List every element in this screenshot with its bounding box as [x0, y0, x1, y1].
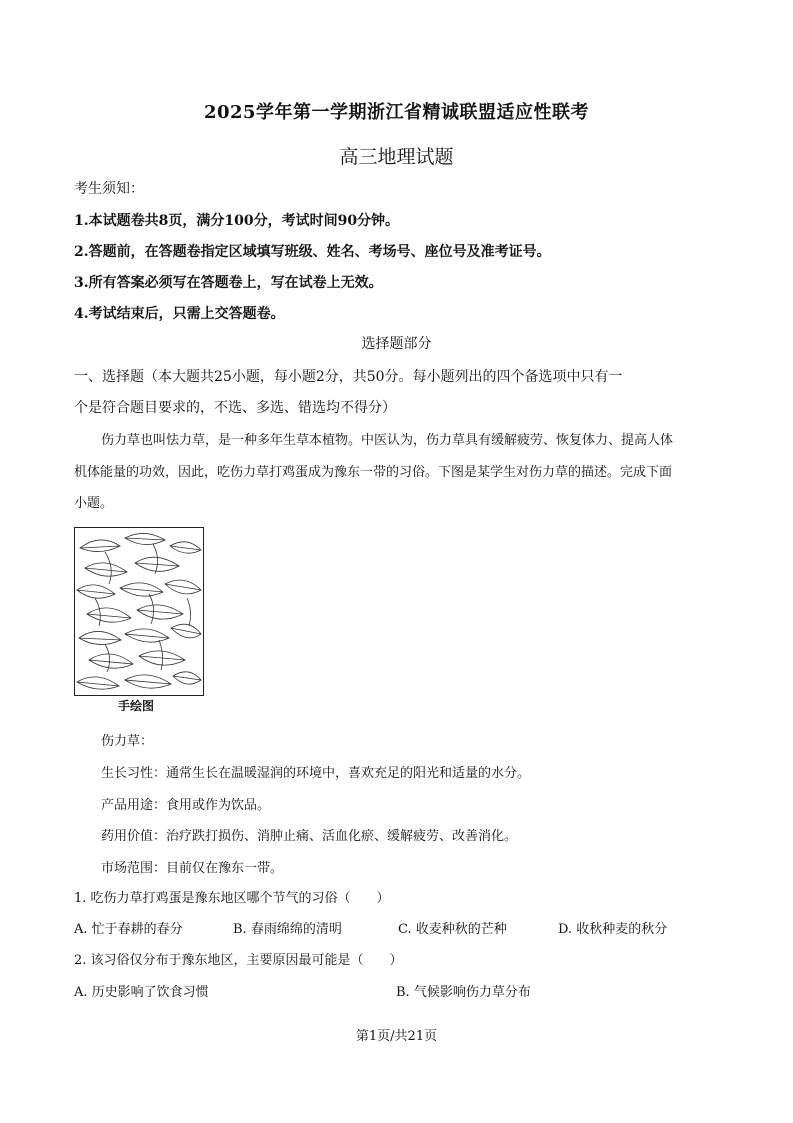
notice-item: 3.所有答案必须写在答题卷上，写在试卷上无效。: [74, 275, 383, 291]
plant-name: 伤力草：: [101, 734, 154, 749]
page-footer: 第1页/共21页: [355, 1029, 438, 1044]
section-instruction: 一、选择题（本大题共25小题，每小题2分，共50分。每小题列出的四个备选项中只有一: [74, 369, 623, 385]
notice-item: 1.本试题卷共8页，满分100分，考试时间90分钟。: [74, 213, 400, 229]
question-option: A. 忙于春耕的春分: [74, 922, 183, 937]
question-option: A. 历史影响了饮食习惯: [74, 985, 209, 1000]
leaf-sketch-illustration: [75, 528, 203, 695]
plant-habit: 生长习性：通常生长在温暖湿润的环境中，喜欢充足的阳光和适量的水分。: [101, 766, 531, 781]
question-stem: 1. 吃伤力草打鸡蛋是豫东地区哪个节气的习俗（ ）: [74, 891, 390, 906]
exam-title: 2025学年第一学期浙江省精诚联盟适应性联考: [203, 102, 590, 123]
notice-item: 2.答题前，在答题卷指定区域填写班级、姓名、考场号、座位号及准考证号。: [74, 244, 551, 260]
figure-caption: 手绘图: [118, 699, 155, 713]
section-instruction: 个是符合题目要求的，不选、多选、错选均不得分）: [74, 400, 396, 416]
question-option: D. 收秋种麦的秋分: [558, 922, 668, 937]
plant-medicinal: 药用价值：治疗跌打损伤、消肿止痛、活血化瘀、缓解疲劳、改善消化。: [101, 829, 518, 844]
passage-line: 小题。: [74, 496, 114, 511]
exam-subtitle: 高三地理试题: [339, 146, 454, 168]
question-stem: 2. 该习俗仅分布于豫东地区，主要原因最可能是（ ）: [74, 953, 403, 968]
plant-market: 市场范围：目前仅在豫东一带。: [101, 861, 284, 876]
passage-line: 伤力草也叫怯力草，是一种多年生草本植物。中医认为，伤力草具有缓解疲劳、恢复体力、提高人体: [101, 433, 674, 448]
plant-sketch-figure: [74, 527, 204, 696]
question-option: C. 收麦种秋的芒种: [398, 922, 507, 937]
plant-usage: 产品用途：食用或作为饮品。: [101, 798, 271, 813]
passage-line: 机体能量的功效，因此，吃伤力草打鸡蛋成为豫东一带的习俗。下图是某学生对伤力草的描述。完成下面: [74, 465, 673, 480]
question-option: B. 气候影响伤力草分布: [396, 985, 531, 1000]
section-heading: 选择题部分: [361, 336, 432, 352]
notice-item: 4.考试结束后，只需上交答题卷。: [74, 306, 285, 322]
notice-heading: 考生须知：: [74, 181, 144, 197]
question-option: B. 春雨绵绵的清明: [233, 922, 342, 937]
